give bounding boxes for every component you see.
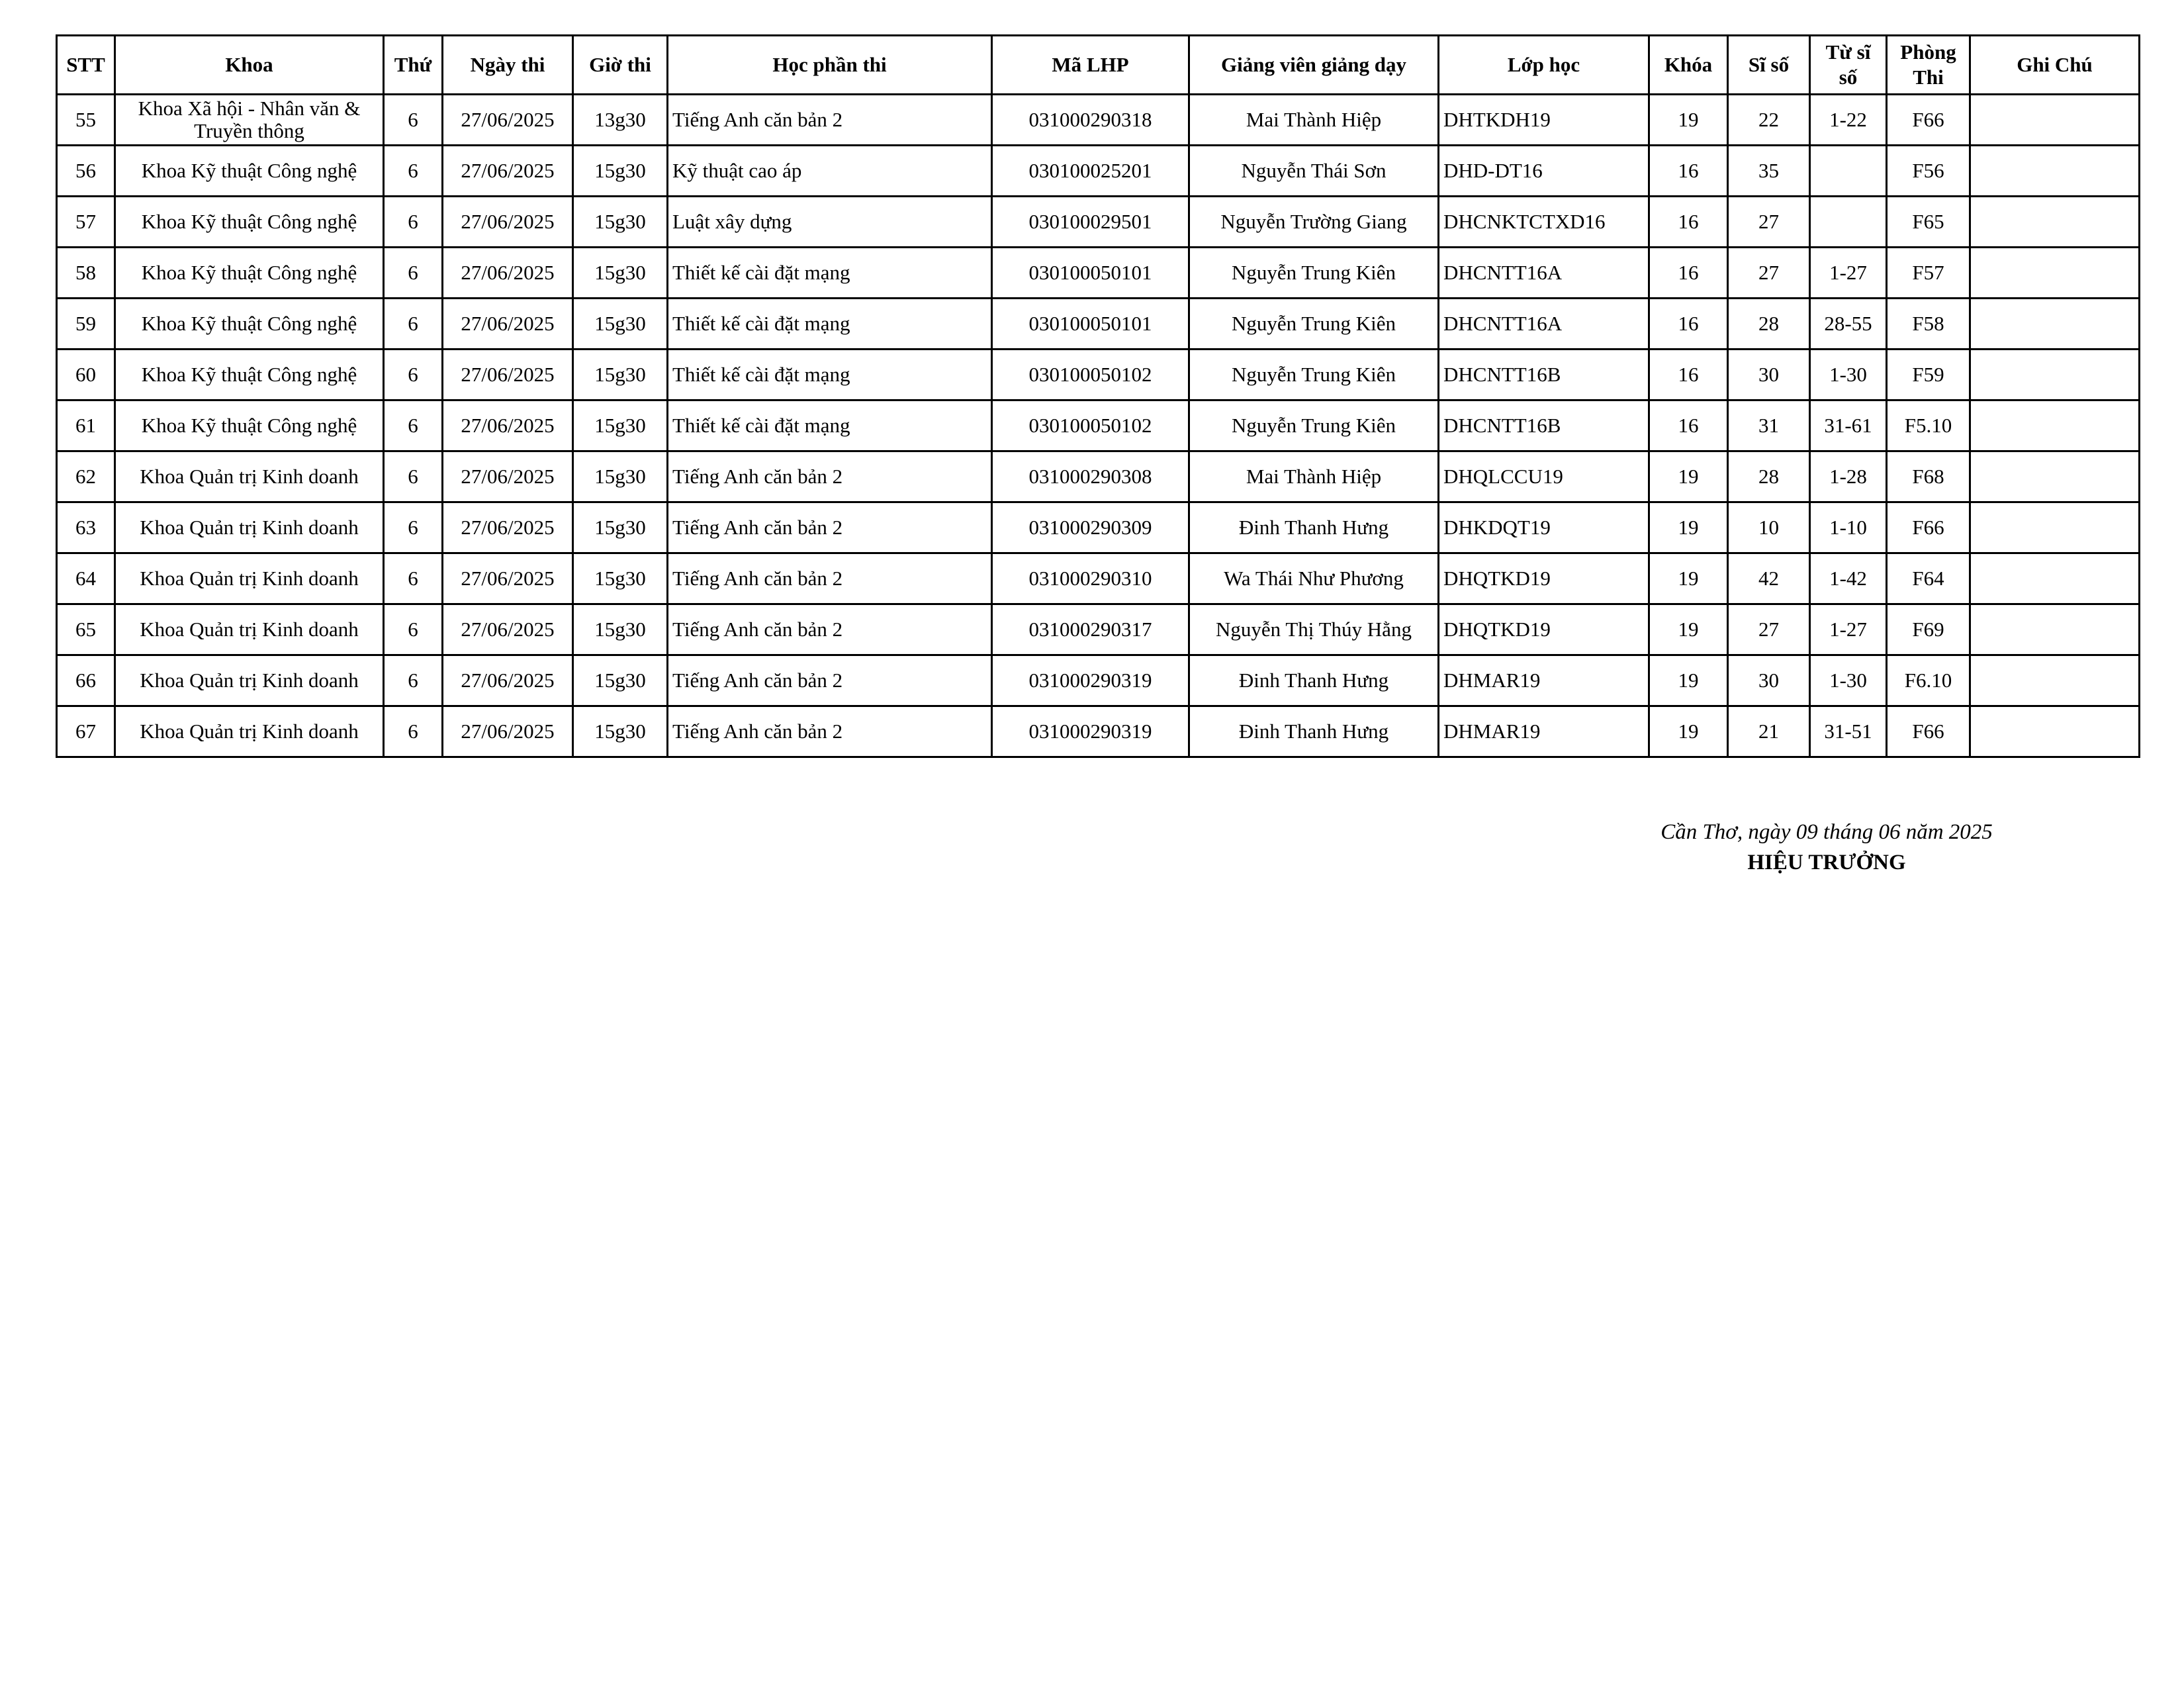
cell-khoa: Khoa Quản trị Kinh doanh xyxy=(115,655,384,706)
signature-block xyxy=(1588,817,2065,878)
cell-khoa: Khoa Kỹ thuật Công nghệ xyxy=(115,299,384,350)
cell-khoa: Khoa Xã hội - Nhân văn & Truyền thông xyxy=(115,95,384,146)
cell-ngay-thi: 27/06/2025 xyxy=(443,451,573,502)
cell-ghi-chu xyxy=(1970,197,2140,248)
cell-thu: 6 xyxy=(384,502,443,553)
cell-thu: 6 xyxy=(384,706,443,757)
column-header-lop-hoc: Lớp học xyxy=(1439,36,1649,95)
table-row xyxy=(57,655,2140,706)
cell-phong-thi: F66 xyxy=(1887,95,1970,146)
cell-ngay-thi: 27/06/2025 xyxy=(443,95,573,146)
cell-si-so: 35 xyxy=(1728,146,1810,197)
cell-phong-thi: F69 xyxy=(1887,604,1970,655)
cell-gio-thi: 13g30 xyxy=(573,95,668,146)
cell-thu: 6 xyxy=(384,146,443,197)
column-header-khoa: Khoa xyxy=(115,36,384,95)
cell-ma-lhp: 030100050101 xyxy=(992,299,1189,350)
cell-stt: 55 xyxy=(57,95,115,146)
table-row xyxy=(57,604,2140,655)
cell-hoc-phan: Luật xây dựng xyxy=(668,197,992,248)
cell-tu-si-so: 31-61 xyxy=(1810,400,1887,451)
table-header xyxy=(57,36,2140,95)
table-row xyxy=(57,400,2140,451)
cell-phong-thi: F56 xyxy=(1887,146,1970,197)
cell-khoa-hoc: 16 xyxy=(1649,400,1728,451)
cell-ngay-thi: 27/06/2025 xyxy=(443,400,573,451)
cell-khoa: Khoa Quản trị Kinh doanh xyxy=(115,553,384,604)
cell-khoa-hoc: 16 xyxy=(1649,248,1728,299)
cell-hoc-phan: Tiếng Anh căn bản 2 xyxy=(668,604,992,655)
column-header-ghi-chu: Ghi Chú xyxy=(1970,36,2140,95)
cell-khoa-hoc: 19 xyxy=(1649,553,1728,604)
cell-phong-thi: F57 xyxy=(1887,248,1970,299)
cell-si-so: 27 xyxy=(1728,197,1810,248)
cell-stt: 62 xyxy=(57,451,115,502)
cell-ma-lhp: 031000290318 xyxy=(992,95,1189,146)
cell-gio-thi: 15g30 xyxy=(573,451,668,502)
column-header-ngay-thi: Ngày thi xyxy=(443,36,573,95)
cell-hoc-phan: Tiếng Anh căn bản 2 xyxy=(668,655,992,706)
cell-tu-si-so: 28-55 xyxy=(1810,299,1887,350)
cell-ngay-thi: 27/06/2025 xyxy=(443,248,573,299)
cell-ma-lhp: 030100029501 xyxy=(992,197,1189,248)
cell-gio-thi: 15g30 xyxy=(573,706,668,757)
cell-ghi-chu xyxy=(1970,350,2140,400)
column-header-thu: Thứ xyxy=(384,36,443,95)
cell-giang-vien: Wa Thái Như Phương xyxy=(1189,553,1439,604)
cell-khoa-hoc: 16 xyxy=(1649,299,1728,350)
cell-thu: 6 xyxy=(384,451,443,502)
cell-ma-lhp: 030100050102 xyxy=(992,400,1189,451)
cell-khoa-hoc: 19 xyxy=(1649,604,1728,655)
cell-khoa: Khoa Quản trị Kinh doanh xyxy=(115,451,384,502)
cell-si-so: 27 xyxy=(1728,248,1810,299)
cell-gio-thi: 15g30 xyxy=(573,146,668,197)
column-header-tu-si-so: Từ sĩ số xyxy=(1810,36,1887,95)
cell-si-so: 42 xyxy=(1728,553,1810,604)
cell-ngay-thi: 27/06/2025 xyxy=(443,350,573,400)
cell-hoc-phan: Tiếng Anh căn bản 2 xyxy=(668,95,992,146)
cell-tu-si-so: 1-28 xyxy=(1810,451,1887,502)
table-row xyxy=(57,197,2140,248)
cell-khoa: Khoa Kỹ thuật Công nghệ xyxy=(115,400,384,451)
cell-lop-hoc: DHMAR19 xyxy=(1439,655,1649,706)
cell-gio-thi: 15g30 xyxy=(573,248,668,299)
table-row xyxy=(57,299,2140,350)
cell-giang-vien: Đinh Thanh Hưng xyxy=(1189,706,1439,757)
cell-giang-vien: Đinh Thanh Hưng xyxy=(1189,655,1439,706)
cell-hoc-phan: Kỹ thuật cao áp xyxy=(668,146,992,197)
cell-lop-hoc: DHCNKTCTXD16 xyxy=(1439,197,1649,248)
cell-phong-thi: F66 xyxy=(1887,502,1970,553)
exam-schedule-table xyxy=(56,34,2140,758)
cell-khoa-hoc: 19 xyxy=(1649,451,1728,502)
cell-giang-vien: Mai Thành Hiệp xyxy=(1189,95,1439,146)
cell-ngay-thi: 27/06/2025 xyxy=(443,553,573,604)
cell-hoc-phan: Thiết kế cài đặt mạng xyxy=(668,248,992,299)
cell-si-so: 28 xyxy=(1728,299,1810,350)
cell-thu: 6 xyxy=(384,553,443,604)
cell-stt: 66 xyxy=(57,655,115,706)
cell-khoa: Khoa Quản trị Kinh doanh xyxy=(115,502,384,553)
cell-ngay-thi: 27/06/2025 xyxy=(443,502,573,553)
cell-gio-thi: 15g30 xyxy=(573,655,668,706)
cell-ghi-chu xyxy=(1970,400,2140,451)
cell-stt: 63 xyxy=(57,502,115,553)
cell-thu: 6 xyxy=(384,95,443,146)
cell-lop-hoc: DHQTKD19 xyxy=(1439,553,1649,604)
cell-lop-hoc: DHQTKD19 xyxy=(1439,604,1649,655)
column-header-ma-lhp: Mã LHP xyxy=(992,36,1189,95)
cell-tu-si-so: 1-22 xyxy=(1810,95,1887,146)
cell-ngay-thi: 27/06/2025 xyxy=(443,706,573,757)
cell-gio-thi: 15g30 xyxy=(573,299,668,350)
cell-lop-hoc: DHQLCCU19 xyxy=(1439,451,1649,502)
cell-tu-si-so: 1-30 xyxy=(1810,655,1887,706)
cell-lop-hoc: DHD-DT16 xyxy=(1439,146,1649,197)
cell-gio-thi: 15g30 xyxy=(573,604,668,655)
cell-khoa: Khoa Kỹ thuật Công nghệ xyxy=(115,146,384,197)
cell-ma-lhp: 030100025201 xyxy=(992,146,1189,197)
cell-tu-si-so: 31-51 xyxy=(1810,706,1887,757)
cell-ghi-chu xyxy=(1970,299,2140,350)
cell-ma-lhp: 031000290309 xyxy=(992,502,1189,553)
cell-thu: 6 xyxy=(384,197,443,248)
cell-khoa-hoc: 19 xyxy=(1649,706,1728,757)
cell-phong-thi: F66 xyxy=(1887,706,1970,757)
cell-stt: 60 xyxy=(57,350,115,400)
column-header-si-so: Sĩ số xyxy=(1728,36,1810,95)
cell-ghi-chu xyxy=(1970,655,2140,706)
cell-giang-vien: Nguyễn Trung Kiên xyxy=(1189,299,1439,350)
cell-ghi-chu xyxy=(1970,706,2140,757)
table-row xyxy=(57,502,2140,553)
cell-thu: 6 xyxy=(384,604,443,655)
cell-ngay-thi: 27/06/2025 xyxy=(443,146,573,197)
cell-hoc-phan: Thiết kế cài đặt mạng xyxy=(668,299,992,350)
cell-tu-si-so: 1-10 xyxy=(1810,502,1887,553)
cell-si-so: 31 xyxy=(1728,400,1810,451)
cell-phong-thi: F64 xyxy=(1887,553,1970,604)
cell-si-so: 30 xyxy=(1728,655,1810,706)
cell-lop-hoc: DHCNTT16B xyxy=(1439,350,1649,400)
column-header-stt: STT xyxy=(57,36,115,95)
cell-tu-si-so: 1-30 xyxy=(1810,350,1887,400)
cell-phong-thi: F6.10 xyxy=(1887,655,1970,706)
cell-hoc-phan: Tiếng Anh căn bản 2 xyxy=(668,706,992,757)
cell-tu-si-so: 1-27 xyxy=(1810,248,1887,299)
cell-giang-vien: Mai Thành Hiệp xyxy=(1189,451,1439,502)
cell-ghi-chu xyxy=(1970,95,2140,146)
cell-ma-lhp: 031000290310 xyxy=(992,553,1189,604)
cell-stt: 59 xyxy=(57,299,115,350)
cell-khoa: Khoa Kỹ thuật Công nghệ xyxy=(115,350,384,400)
cell-khoa-hoc: 16 xyxy=(1649,146,1728,197)
cell-khoa: Khoa Kỹ thuật Công nghệ xyxy=(115,197,384,248)
cell-phong-thi: F65 xyxy=(1887,197,1970,248)
cell-ghi-chu xyxy=(1970,553,2140,604)
table-row xyxy=(57,451,2140,502)
cell-phong-thi: F59 xyxy=(1887,350,1970,400)
cell-ma-lhp: 030100050101 xyxy=(992,248,1189,299)
cell-khoa-hoc: 19 xyxy=(1649,655,1728,706)
table-row xyxy=(57,706,2140,757)
table-row xyxy=(57,553,2140,604)
cell-gio-thi: 15g30 xyxy=(573,553,668,604)
cell-giang-vien: Nguyễn Trung Kiên xyxy=(1189,400,1439,451)
cell-khoa: Khoa Quản trị Kinh doanh xyxy=(115,604,384,655)
cell-gio-thi: 15g30 xyxy=(573,400,668,451)
cell-lop-hoc: DHTKDH19 xyxy=(1439,95,1649,146)
table-body xyxy=(57,95,2140,757)
cell-khoa-hoc: 19 xyxy=(1649,95,1728,146)
cell-giang-vien: Nguyễn Thị Thúy Hằng xyxy=(1189,604,1439,655)
cell-ghi-chu xyxy=(1970,502,2140,553)
cell-thu: 6 xyxy=(384,400,443,451)
cell-giang-vien: Nguyễn Trung Kiên xyxy=(1189,248,1439,299)
cell-si-so: 28 xyxy=(1728,451,1810,502)
cell-khoa: Khoa Quản trị Kinh doanh xyxy=(115,706,384,757)
cell-stt: 67 xyxy=(57,706,115,757)
table-row xyxy=(57,350,2140,400)
cell-phong-thi: F5.10 xyxy=(1887,400,1970,451)
cell-lop-hoc: DHCNTT16A xyxy=(1439,299,1649,350)
cell-giang-vien: Nguyễn Trường Giang xyxy=(1189,197,1439,248)
cell-tu-si-so xyxy=(1810,146,1887,197)
cell-tu-si-so xyxy=(1810,197,1887,248)
cell-khoa: Khoa Kỹ thuật Công nghệ xyxy=(115,248,384,299)
cell-ma-lhp: 031000290319 xyxy=(992,655,1189,706)
cell-hoc-phan: Thiết kế cài đặt mạng xyxy=(668,400,992,451)
cell-khoa-hoc: 16 xyxy=(1649,350,1728,400)
signer-title: HIỆU TRƯỞNG xyxy=(1747,851,1906,874)
cell-thu: 6 xyxy=(384,655,443,706)
cell-gio-thi: 15g30 xyxy=(573,502,668,553)
column-header-hoc-phan: Học phần thi xyxy=(668,36,992,95)
cell-ngay-thi: 27/06/2025 xyxy=(443,197,573,248)
cell-stt: 57 xyxy=(57,197,115,248)
cell-thu: 6 xyxy=(384,248,443,299)
cell-si-so: 10 xyxy=(1728,502,1810,553)
cell-thu: 6 xyxy=(384,350,443,400)
cell-stt: 56 xyxy=(57,146,115,197)
cell-stt: 61 xyxy=(57,400,115,451)
table-row xyxy=(57,146,2140,197)
cell-tu-si-so: 1-27 xyxy=(1810,604,1887,655)
cell-hoc-phan: Tiếng Anh căn bản 2 xyxy=(668,502,992,553)
cell-tu-si-so: 1-42 xyxy=(1810,553,1887,604)
cell-ngay-thi: 27/06/2025 xyxy=(443,604,573,655)
cell-lop-hoc: DHKDQT19 xyxy=(1439,502,1649,553)
cell-stt: 58 xyxy=(57,248,115,299)
column-header-phong-thi: Phòng Thi xyxy=(1887,36,1970,95)
cell-hoc-phan: Tiếng Anh căn bản 2 xyxy=(668,553,992,604)
cell-giang-vien: Nguyễn Trung Kiên xyxy=(1189,350,1439,400)
cell-hoc-phan: Tiếng Anh căn bản 2 xyxy=(668,451,992,502)
cell-gio-thi: 15g30 xyxy=(573,197,668,248)
table-row xyxy=(57,95,2140,146)
cell-giang-vien: Nguyễn Thái Sơn xyxy=(1189,146,1439,197)
cell-ghi-chu xyxy=(1970,604,2140,655)
cell-si-so: 27 xyxy=(1728,604,1810,655)
cell-ma-lhp: 030100050102 xyxy=(992,350,1189,400)
cell-ma-lhp: 031000290308 xyxy=(992,451,1189,502)
cell-lop-hoc: DHCNTT16B xyxy=(1439,400,1649,451)
table-row xyxy=(57,248,2140,299)
cell-giang-vien: Đinh Thanh Hưng xyxy=(1189,502,1439,553)
cell-ma-lhp: 031000290319 xyxy=(992,706,1189,757)
header-row xyxy=(57,36,2140,95)
place-date: Cần Thơ, ngày 09 tháng 06 năm 2025 xyxy=(1661,820,1993,844)
cell-khoa-hoc: 19 xyxy=(1649,502,1728,553)
cell-ngay-thi: 27/06/2025 xyxy=(443,299,573,350)
cell-thu: 6 xyxy=(384,299,443,350)
cell-stt: 65 xyxy=(57,604,115,655)
cell-ma-lhp: 031000290317 xyxy=(992,604,1189,655)
cell-ghi-chu xyxy=(1970,146,2140,197)
cell-phong-thi: F58 xyxy=(1887,299,1970,350)
cell-stt: 64 xyxy=(57,553,115,604)
cell-lop-hoc: DHCNTT16A xyxy=(1439,248,1649,299)
cell-si-so: 22 xyxy=(1728,95,1810,146)
cell-khoa-hoc: 16 xyxy=(1649,197,1728,248)
column-header-khoa-hoc: Khóa xyxy=(1649,36,1728,95)
cell-hoc-phan: Thiết kế cài đặt mạng xyxy=(668,350,992,400)
column-header-gio-thi: Giờ thi xyxy=(573,36,668,95)
cell-si-so: 21 xyxy=(1728,706,1810,757)
cell-phong-thi: F68 xyxy=(1887,451,1970,502)
cell-ghi-chu xyxy=(1970,248,2140,299)
cell-si-so: 30 xyxy=(1728,350,1810,400)
column-header-giang-vien: Giảng viên giảng dạy xyxy=(1189,36,1439,95)
cell-gio-thi: 15g30 xyxy=(573,350,668,400)
cell-ghi-chu xyxy=(1970,451,2140,502)
cell-lop-hoc: DHMAR19 xyxy=(1439,706,1649,757)
cell-ngay-thi: 27/06/2025 xyxy=(443,655,573,706)
